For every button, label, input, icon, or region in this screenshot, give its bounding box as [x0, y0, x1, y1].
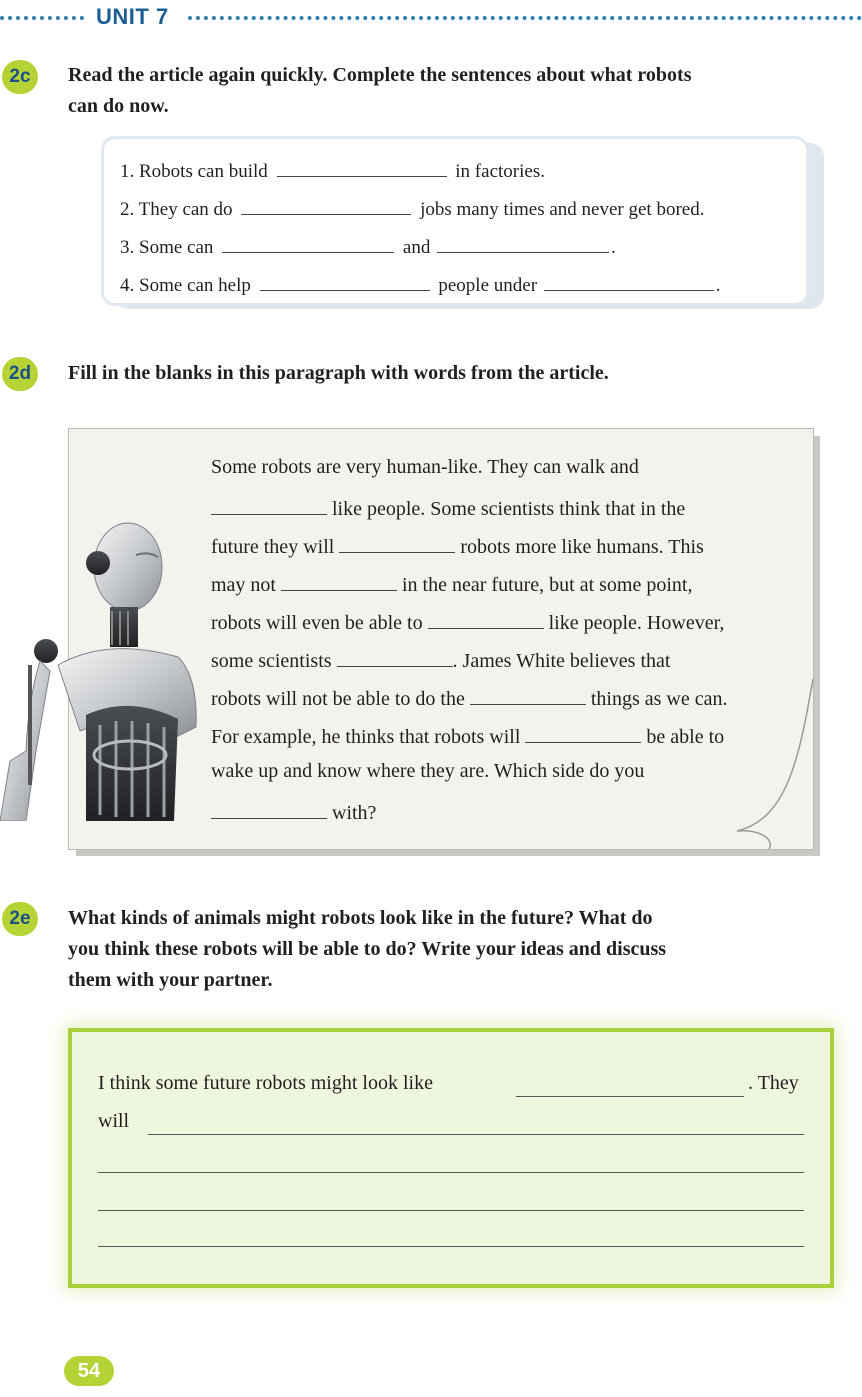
para-line-5-text: robots will even be able to — [211, 612, 423, 634]
para-blank-2[interactable] — [339, 532, 455, 553]
para-line-6 — [211, 646, 670, 673]
sentence-1-text: 1. Robots can build — [120, 161, 268, 182]
sentence-1-text-end: in factories. — [455, 161, 545, 182]
sentence-4-text: 4. Some can help — [120, 275, 251, 296]
sentence-2-text: 2. They can do — [120, 199, 233, 220]
unit-title: UNIT 7 — [96, 4, 169, 29]
instruction-2e-line1: What kinds of animals might robots look like in the future? What do — [68, 907, 653, 929]
para-line-1-text: Some robots are very human-like. They can walk and — [211, 456, 639, 478]
section-badge-2e: 2e — [2, 902, 38, 936]
sentence-4-period: . — [715, 275, 721, 296]
para-blank-7[interactable] — [525, 722, 641, 743]
para-line-2-text: like people. Some scientists think that in the — [332, 498, 686, 520]
para-line-9-text: wake up and know where they are. Which side do you — [211, 760, 645, 782]
section-badge-2d: 2d — [2, 357, 38, 391]
para-line-8-text-end: be able to — [646, 726, 725, 748]
sentence-3-blank-1[interactable] — [222, 232, 394, 253]
para-blank-5[interactable] — [337, 646, 453, 667]
para-blank-4[interactable] — [428, 608, 544, 629]
para-line-2 — [211, 494, 685, 521]
answer-blank-2[interactable] — [148, 1134, 804, 1135]
para-line-5-text-end: like people. However, — [548, 612, 725, 634]
answer-line2-text: will — [98, 1110, 130, 1132]
sentence-3-text: 3. Some can — [120, 237, 214, 258]
instruction-2e-line3: them with your partner. — [68, 969, 273, 991]
para-blank-1[interactable] — [211, 494, 327, 515]
para-blank-8[interactable] — [211, 798, 327, 819]
instruction-2d: Fill in the blanks in this paragraph with words from the article. — [68, 362, 609, 384]
section-badge-2c: 2c — [2, 60, 38, 94]
para-line-5 — [211, 608, 724, 635]
sentence-3-period: . — [611, 237, 616, 258]
para-line-8-text: For example, he thinks that robots will — [211, 726, 521, 748]
para-line-8 — [211, 722, 724, 749]
para-line-10 — [211, 798, 376, 825]
para-blank-6[interactable] — [470, 684, 586, 705]
header-dots-left — [0, 16, 84, 20]
instruction-2e-line2: you think these robots will be able to do? Write your ideas and discuss — [68, 938, 667, 960]
para-line-3 — [211, 532, 704, 559]
sentence-2-text-end: jobs many times and never get bored. — [420, 199, 705, 220]
para-line-9 — [211, 760, 644, 783]
sentence-4-mid: people under — [438, 275, 538, 296]
para-line-10-text: with? — [332, 802, 377, 824]
answer-blank-5[interactable] — [98, 1246, 804, 1247]
instruction-2c-line2: can do now. — [68, 95, 169, 117]
page-number: 54 — [64, 1356, 114, 1386]
sentence-3 — [120, 232, 616, 259]
sentence-1 — [120, 156, 545, 183]
page-curl-icon — [729, 679, 819, 851]
sentence-box — [101, 136, 809, 306]
sentence-1-blank[interactable] — [277, 156, 447, 177]
sentence-2 — [120, 194, 704, 221]
answer-blank-1[interactable] — [516, 1096, 744, 1097]
answer-blank-4[interactable] — [98, 1210, 804, 1211]
para-line-4-text: may not — [211, 574, 276, 596]
para-line-3-text: future they will — [211, 536, 335, 558]
sentence-4 — [120, 270, 721, 297]
para-line-4-text-end: in the near future, but at some point, — [402, 574, 693, 596]
para-line-7 — [211, 684, 728, 711]
sentence-4-blank-1[interactable] — [260, 270, 430, 291]
para-blank-3[interactable] — [281, 570, 397, 591]
para-line-4 — [211, 570, 692, 597]
para-line-7-text: robots will not be able to do the — [211, 688, 465, 710]
para-line-6-text: some scientists — [211, 650, 332, 672]
para-line-6-text-end: . James White believes that — [452, 650, 671, 672]
para-line-1 — [211, 456, 639, 479]
header-dots-right — [188, 16, 862, 20]
para-line-7-text-end: things as we can. — [590, 688, 728, 710]
answer-line1-end: . They — [748, 1072, 799, 1094]
para-line-3-text-end: robots more like humans. This — [460, 536, 704, 558]
instruction-2e — [68, 903, 666, 996]
sentence-4-blank-2[interactable] — [544, 270, 714, 291]
humanoid-robot-image — [0, 515, 210, 821]
answer-box — [68, 1028, 834, 1288]
instruction-2c-line1: Read the article again quickly. Complete the sentences about what robots — [68, 64, 692, 86]
sentence-3-blank-2[interactable] — [437, 232, 609, 253]
answer-blank-3[interactable] — [98, 1172, 804, 1173]
sentence-2-blank[interactable] — [241, 194, 411, 215]
sentence-3-and: and — [402, 237, 431, 258]
answer-line1-text: I think some future robots might look like — [98, 1072, 433, 1094]
instruction-2c — [68, 60, 692, 122]
